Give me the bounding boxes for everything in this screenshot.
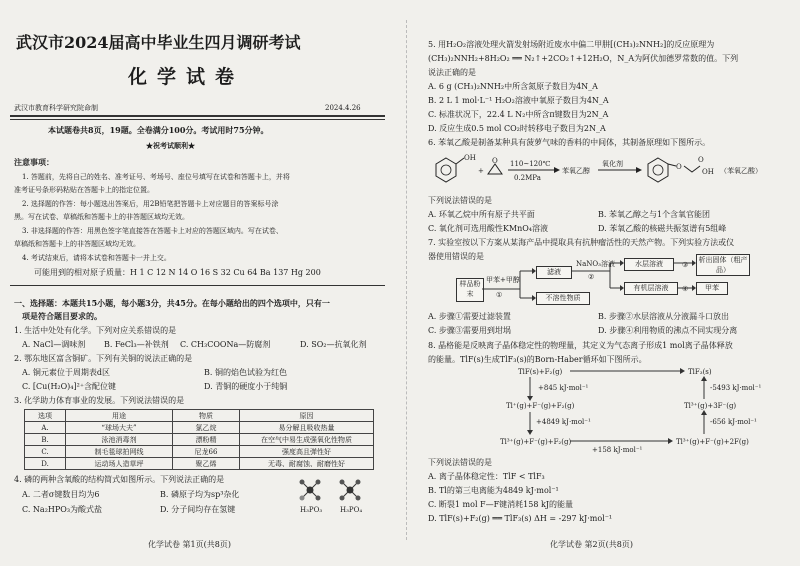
page-gutter [406,20,407,540]
svg-text:OH: OH [702,168,714,176]
table-cell: 易分解且吸收热量 [240,422,374,434]
q7-option-c: C. 步骤③需要用到坩埚 [428,326,511,335]
header-divider [10,115,385,117]
q6-reaction-scheme [428,152,798,192]
q7-line1: 7. 实验室按以下方案从某海产品中提取具有抗肿瘤活性的天然产物。下列实验方法或仪 [428,238,735,247]
issuer: 武汉市教育科学研究院命制 [14,104,98,112]
product-label: （苯氧乙酸） [720,167,762,175]
flow-box-toluene: 甲苯 [696,282,728,295]
q7-option-a: A. 步骤①需要过滤装置 [428,312,511,321]
phenoxyacetic-acid-structure-icon [648,156,714,182]
table-cell: 漂粉精 [173,434,240,446]
bh-energy-4: -656 kJ·mol⁻¹ [710,418,757,426]
page-left [0,0,392,566]
q6-option-a: A. 环氧乙烷中所有原子共平面 [428,210,535,219]
note-line: 准考证号条形码粘贴在答题卡上的指定位置。 [14,186,154,194]
q4-option-d: D. 分子间均存在氢键 [160,505,236,514]
table-cell: 尼龙66 [173,446,240,458]
q3-table [24,409,374,470]
bh-energy-1: +845 kJ·mol⁻¹ [538,384,589,392]
table-header-row [25,410,374,422]
footer-left: 化学试卷 第1页(共8页) [148,540,231,549]
oxidant-label: 氧化剂 [602,160,623,168]
flow-step-4-num: ④ [682,285,689,293]
section1-line2: 项是符合题目要求的。 [22,311,102,321]
q4-option-b: B. 磷原子均为sp³杂化 [160,490,240,499]
q6-option-d: D. 苯氧乙酸的核磁共振氢谱有5组峰 [598,224,727,233]
flow-reagent: NaNO₃溶液 [576,260,615,268]
q2-option-a: A. 铜元素位于周期表d区 [22,368,110,377]
subject-title: 化学试卷 [128,66,245,88]
q5-option-c: C. 标准状况下，22.4 L N₂中所含π键数目为2N_A [428,110,609,119]
table-row [25,422,374,434]
bh-state-5: Tl³⁺(g)+F⁻(g)+F₂(g) [500,438,572,446]
table-row [25,458,374,470]
born-haber-cycle [420,366,790,454]
q6-option-b: B. 苯氧乙醇之与1个含氧官能团 [598,210,711,219]
h3po3-molecule-icon [300,480,321,501]
intermediate-label: 苯氧乙醇 [562,167,590,175]
table-cell: 泳池消毒剂 [66,434,173,446]
svg-text:O: O [698,156,704,164]
q4-stem: 4. 磷的两种含氧酸的结构简式如图所示。下列说法正确的是 [14,475,225,484]
table-cell: A. [25,422,66,434]
note-line: 黑。写在试卷、草稿纸和答题卡上的非答题区域均无效。 [14,213,189,221]
table-cell: 制毛毯球拍网线 [66,446,173,458]
notes-heading: 注意事项： [14,157,54,167]
phenol-structure-icon [436,154,476,182]
q8-line1: 8. 晶格能是反映离子晶体稳定性的物理量，其定义为气态离子形成1 mol离子晶体释放 [428,341,733,350]
table-row [25,434,374,446]
header-divider-thin [10,119,385,120]
atomic-masses: 可能用到的相对原子质量：H 1 C 12 N 14 O 16 S 32 Cu 64 Ba 137 Hg 200 [34,268,321,277]
bh-state-3: Tl⁺(g)+F⁻(g)+F₂(g) [506,402,575,410]
flow-step-3-num: ③ [682,261,689,269]
note-line: 2. 选择题的作答：每小题选出答案后，用2B铅笔把答题卡上对应题目的答案标号涂 [22,200,279,208]
flow-step-1-num: ① [496,291,503,299]
q8-option-c: C. 断裂1 mol F—F键消耗158 kJ的能量 [428,500,574,509]
q5-option-a: A. 6 g (CH₃)₂NNH₂中所含氮原子数目为4N_A [428,82,598,91]
flow-step-1: 甲苯+甲醇 [486,276,520,284]
q5-option-d: D. 反应生成0.5 mol CO₂时转移电子数目为2N_A [428,124,606,133]
note-line: 4. 考试结束后，请将本试卷和答题卡一并上交。 [22,254,171,262]
table-cell: B. [25,434,66,446]
table-header: 物质 [173,410,240,422]
flow-box-filtrate: 滤液 [536,266,572,279]
q8-option-b: B. Tl的第三电离能为4849 kJ·mol⁻¹ [428,486,559,495]
q7-line2: 器使用错误的是 [428,252,484,261]
mol2-label: H₃PO₄ [340,506,363,514]
bh-state-2: TlF₃(s) [688,368,712,376]
table-cell: 氯乙烷 [173,422,240,434]
flow-box-insoluble: 不溶性物质 [536,292,590,305]
note-line: 1. 答题前，先将自己的姓名、准考证号、考场号、座位号填写在试卷和答题卡上，并将 [22,173,290,181]
table-row [25,446,374,458]
flow-box-crude-product: 析出固体（粗产品） [696,254,750,276]
q5-line2: (CH₃)₂NNH₂+8H₂O₂ ══ N₂↑+2CO₂↑+12H₂O，N_A为阿伏加德罗常数的值。下列 [428,54,739,63]
table-header: 原因 [240,410,374,422]
q1-stem: 1. 生活中处处有化学。下列对应关系错误的是 [14,326,177,335]
q5-line1: 5. 用H₂O₂溶液处理火箭发射场附近废水中偏二甲肼[(CH₃)₂NNH₂]的反应原理为 [428,40,715,49]
q5-line3: 说法正确的是 [428,68,476,77]
q2-stem: 2. 鄂东地区富含铜矿。下列有关铜的说法正确的是 [14,354,193,363]
exam-info: 本试题卷共8页，19题。全卷满分100分。考试用时75分钟。 [48,125,269,135]
q1-option-c: C. CH₃COONa—防腐剂 [180,340,271,349]
table-cell: 运动场人造草坪 [66,458,173,470]
q5-option-b: B. 2 L 1 mol·L⁻¹ H₂O₂溶液中氧原子数目为4N_A [428,96,609,105]
table-cell: 在空气中易生成强氧化性物质 [240,434,374,446]
q1-option-a: A. NaCl—调味剂 [22,340,86,349]
reaction-condition-1: 110~120℃ [510,160,551,168]
exam-date: 2024.4.26 [325,104,361,112]
flow-arrows [420,250,720,310]
bh-state-6: Tl³⁺(g)+F⁻(g)+2F(g) [676,438,749,446]
page-right [420,0,800,566]
q8-line2: 的能量。TlF(s)生成TlF₃(s)的Born-Haber循环如下图所示。 [428,355,647,364]
h3po4-molecule-icon [340,480,361,501]
reaction-condition-2: 0.2MPa [514,174,541,182]
flow-box-water-layer: 水层溶液 [624,258,674,271]
q1-option-b: B. FeCl₃—补铁剂 [104,340,169,349]
flow-box-sample: 样品粉末 [456,278,484,302]
section-divider [10,285,385,286]
note-line: 3. 非选择题的作答：用黑色签字笔直接答在答题卡上对应的答题区域内。写在试卷、 [22,227,283,235]
q3-stem: 3. 化学助力体育事业的发展。下列说法错误的是 [14,396,185,405]
q8-option-d: D. TlF(s)+F₂(g) ══ TlF₃(s) ΔH = -297 kJ·mol⁻¹ [428,514,613,523]
flow-step-2-num: ② [588,273,595,281]
bh-energy-2: -5493 kJ·mol⁻¹ [710,384,762,392]
note-line: 草稿纸和答题卡上的非答题区域均无效。 [14,240,140,248]
q7-option-d: D. 步骤④利用物质的沸点不同实现分离 [598,326,738,335]
table-cell: 无毒、耐腐蚀、耐磨性好 [240,458,374,470]
table-cell: C. [25,446,66,458]
table-header: 用途 [66,410,173,422]
q6-stem: 6. 苯氧乙酸是制备某种具有菠萝气味的香料的中间体，其制备原理如下图所示。 [428,138,711,147]
svg-text:+: + [478,167,484,175]
table-cell: “球场大夫” [66,422,173,434]
q8-option-a: A. 离子晶体稳定性：TlF < TlF₃ [428,472,545,481]
bh-energy-3: +4849 kJ·mol⁻¹ [536,418,591,426]
table-cell: D. [25,458,66,470]
q7-option-b: B. 步骤②水层溶液从分液漏斗口放出 [598,312,729,321]
q4-option-c: C. Na₂HPO₃为酸式盐 [22,505,103,514]
svg-text:O: O [676,163,682,171]
bh-state-1: TlF(s)+F₂(g) [518,368,563,376]
table-header: 选项 [25,410,66,422]
q8-question: 下列说法错误的是 [428,458,492,467]
phosphorus-acid-structures [296,476,376,516]
table-cell: 强度高且弹性好 [240,446,374,458]
flow-box-organic-layer: 有机层溶液 [624,282,678,295]
mol1-label: H₃PO₃ [300,506,323,514]
q6-option-c: C. 氧化剂可选用酸性KMnO₄溶液 [428,224,549,233]
section1-line1: 一、选择题：本题共15小题，每小题3分，共45分。在每小题给出的四个选项中，只有一 [14,298,330,308]
epoxide-structure-icon [488,157,502,174]
q4-option-a: A. 二者σ键数目均为6 [22,490,100,499]
table-cell: 聚乙烯 [173,458,240,470]
q1-option-d: D. SO₂—抗氧化剂 [300,340,367,349]
wish: ★祝考试顺利★ [146,141,195,150]
q2-option-b: B. 铜的焰色试验为红色 [204,368,287,377]
svg-text:OH: OH [464,154,476,162]
q6-question: 下列说法错误的是 [428,196,492,205]
q2-option-d: D. 青铜的硬度小于纯铜 [204,382,288,391]
bh-energy-5: +158 kJ·mol⁻¹ [592,446,643,454]
exam-title: 武汉市2024届高中毕业生四月调研考试 [16,33,301,52]
svg-text:O: O [492,157,498,165]
footer-right: 化学试卷 第2页(共8页) [550,540,633,549]
q2-option-c: C. [Cu(H₂O)₄]²⁺含配位键 [22,382,117,391]
bh-state-4: Tl³⁺(g)+3F⁻(g) [684,402,737,410]
